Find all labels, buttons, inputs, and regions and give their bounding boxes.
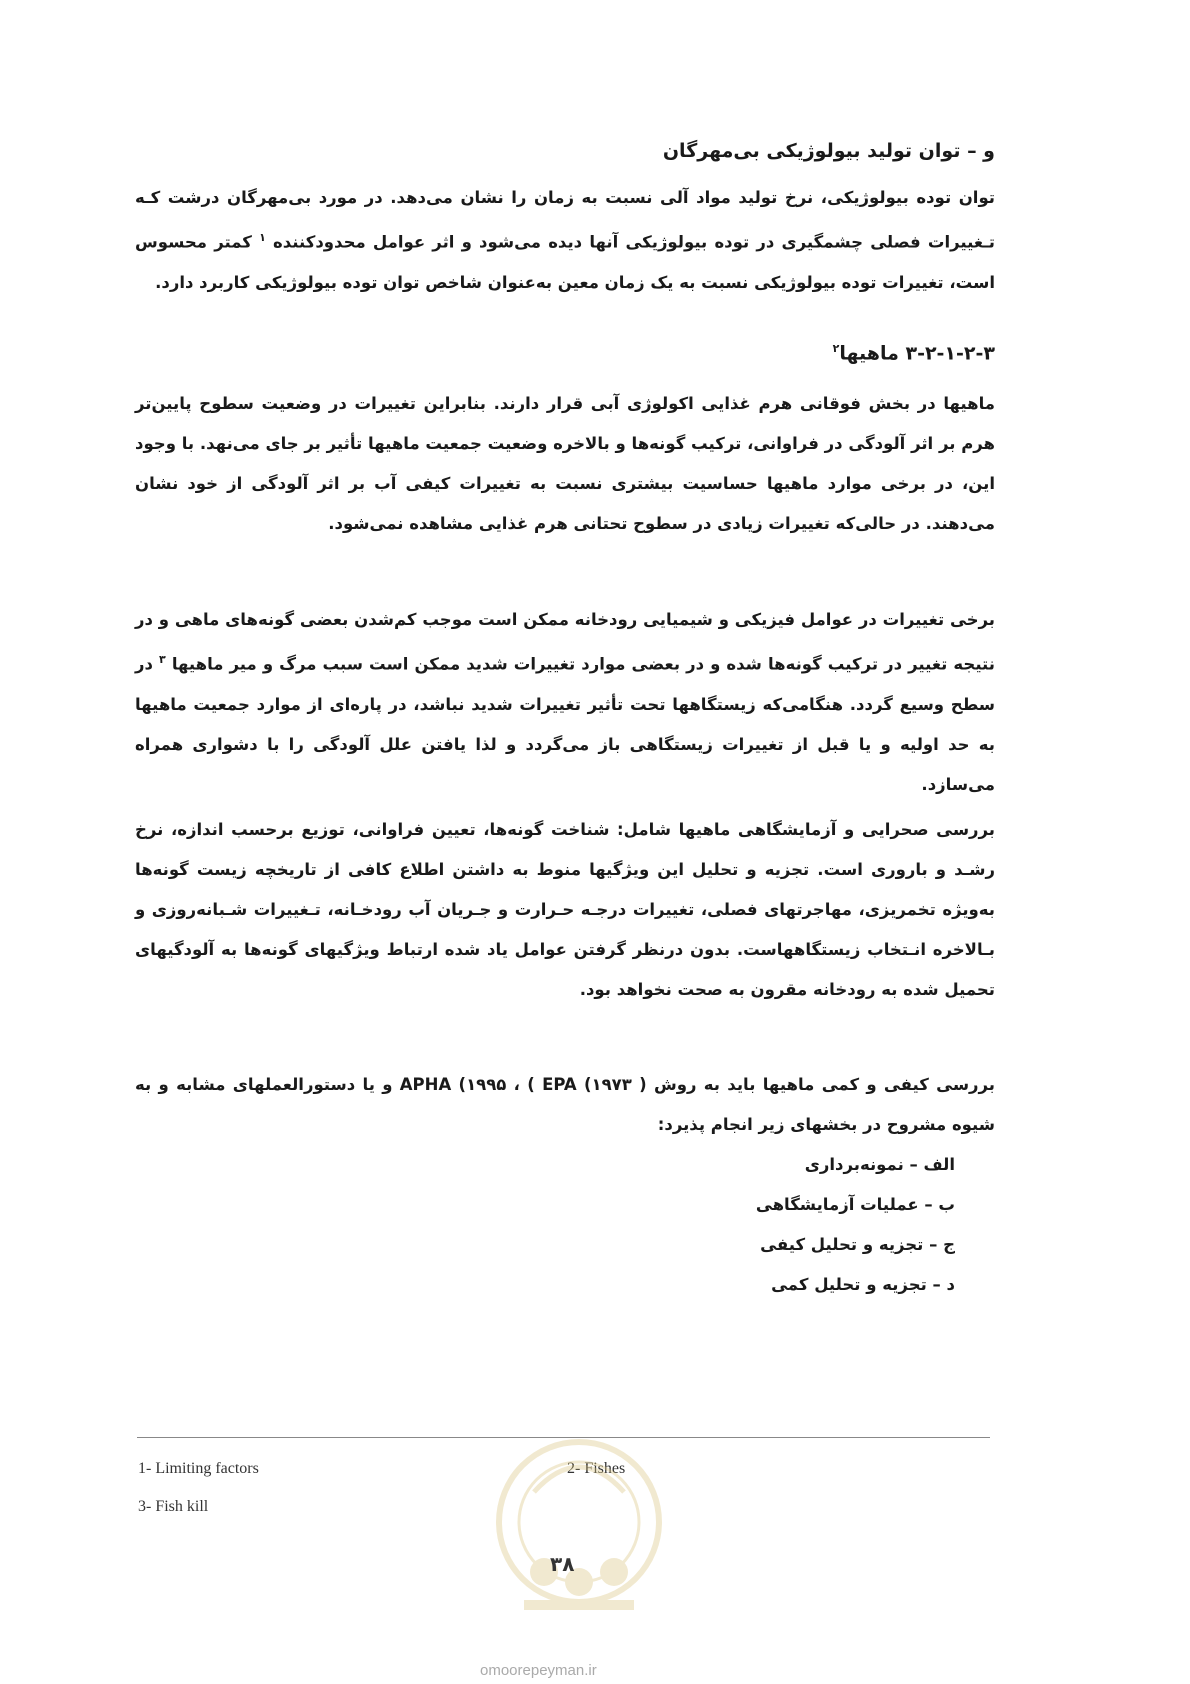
footnote-ref-2[interactable]: ۲: [832, 342, 840, 355]
watermark-url: omoorepeyman.ir: [480, 1662, 597, 1679]
methods-list: [555, 1145, 955, 1305]
footnote-2: 2- Fishes: [567, 1460, 626, 1477]
paragraph-text: توان توده بیولوژیکی، نرخ تولید مواد آلی نسبت به زمان را نشان می‌دهد. در مورد بی‌مهرگان درشت کـه تـغییرات فصلی چشمگیری در توده بیولوژیکی آنها دیده می‌شود و اثر عوامل محدودکننده: [135, 188, 996, 252]
heading-text: ۳-۲-۱-۲-۳ ماهیها: [839, 342, 995, 365]
footnote-ref-1[interactable]: ۱: [259, 231, 266, 244]
paragraph-text: ماهیها در بخش فوقانی هرم غذایی اکولوژی آبی قرار دارند. بنابراین تغییرات در وضعیت سطوح پایین‌تر هرم بر اثر آلودگی در فراوانی، ترکیب گونه‌ها و بالاخره وضعیت جمعیت ماهیها تأثیر بر جای می‌نهد. با وجود این، در برخی موارد ماهیها حساسیت بیشتری نسبت به تغییرات کیفی آب بر اثر آلودگی از خود نشان می‌دهند. در حالی‌که تغییرات زیادی در سطوح تحتانی هرم غذایی مشاهده نمی‌شود.: [135, 394, 995, 533]
paragraph-biomass: [135, 178, 995, 303]
footnote-3: 3- Fish kill: [138, 1498, 209, 1515]
paragraph-methods: [135, 1065, 995, 1145]
paragraph-habitat-changes: [135, 600, 995, 805]
list-item: د – تجزیه و تحلیل کمی: [771, 1275, 955, 1294]
list-item: ب – عملیات آزمایشگاهی: [755, 1195, 955, 1214]
footnote-1: 1- Limiting factors: [138, 1460, 259, 1477]
paragraph-food-pyramid: [135, 384, 995, 544]
paragraph-text: بررسی کیفی و کمی ماهیها باید به روش ( APHA (۱۹۹۵ ، ( EPA (۱۹۷۳ و یا دستورالعملهای مشابه و به شیوه مشروح در بخشهای زیر انجام پذیرد:: [135, 1075, 995, 1134]
paragraph-field-study: [135, 810, 995, 1010]
paragraph-text: در سطح وسیع گردد. هنگامی‌که زیستگاهها تحت تأثیر تغییرات شدید نباشد، در پاره‌ای از موارد جمعیت ماهیها به حد اولیه و یا قبل از تغییرات زیستگاهی باز می‌گردد و لذا یافتن علل آلودگی را با دشواری همراه می‌سازد.: [135, 654, 995, 794]
section-heading-fishes: [135, 342, 995, 364]
section-title-invertebrate-productivity: و – توان تولید بیولوژیکی بی‌مهرگان: [662, 140, 995, 162]
page-number: ۳۸: [550, 1552, 575, 1576]
list-item: ج – تجزیه و تحلیل کیفی: [760, 1235, 955, 1254]
paragraph-text: کمتر محسوس است، تغییرات توده بیولوژیکی نسبت به یک زمان معین به‌عنوان شاخص توان توده بیولوژیکی کاربرد دارد.: [135, 232, 995, 292]
list-item: الف – نمونه‌برداری: [804, 1155, 955, 1174]
footnote-ref-3[interactable]: ۳: [159, 653, 166, 666]
paragraph-text: برخی تغییرات در عوامل فیزیکی و شیمیایی رودخانه ممکن است موجب کم‌شدن بعضی گونه‌های ماهی و در نتیجه تغییر در ترکیب گونه‌ها شده و در بعضی موارد تغییرات شدید ممکن است سبب مرگ و میر ماهیها: [135, 610, 995, 674]
paragraph-text: بررسی صحرایی و آزمایشگاهی ماهیها شامل: شناخت گونه‌ها، تعیین فراوانی، توزیع برحسب اندازه، نرخ رشـد و باروری است. تجزیه و تحلیل این ویژگیها منوط به داشتن اطلاع کافی از تاریخچه زیست گونه‌ها به‌ویژه تخمریزی، مهاجرتهای فصلی، تغییرات درجـه حـرارت و جـریان آب رودخـانه، تـغییرات شـبانه‌روزی و بـالاخره انـتخاب زیستگاههاست. بدون درنظر گرفتن عوامل یاد شده ارتباط ویژگیهای گونه‌ها به آلودگیهای تحمیل شده به رودخانه مقرون به صحت نخواهد بود.: [135, 820, 995, 999]
watermark-logo: [484, 1422, 674, 1642]
